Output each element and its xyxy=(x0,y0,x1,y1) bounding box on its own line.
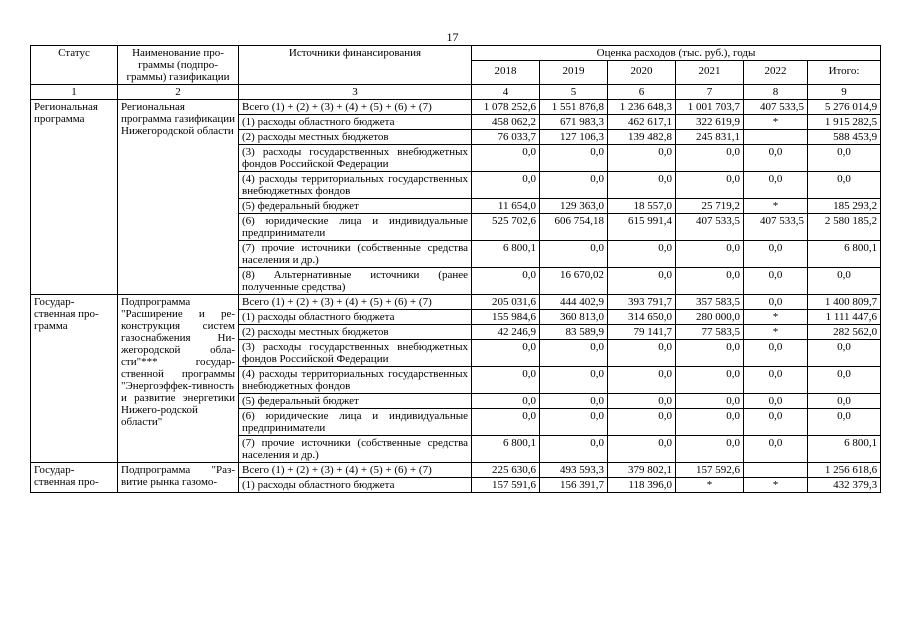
value-cell: 407 533,5 xyxy=(744,214,808,241)
value-cell: 0,0 xyxy=(608,409,676,436)
value-cell: 407 533,5 xyxy=(744,100,808,115)
header-total: Итого: xyxy=(808,61,881,85)
value-cell: 671 983,3 xyxy=(540,115,608,130)
value-cell: 0,0 xyxy=(676,145,744,172)
status-cell: Государ-ственная про-грамма xyxy=(31,295,118,463)
source-cell: (1) расходы областного бюджета xyxy=(239,115,472,130)
total-cell: 0,0 xyxy=(808,394,881,409)
column-index: 3 xyxy=(239,85,472,100)
source-cell: (7) прочие источники (собственные средства населения и др.) xyxy=(239,436,472,463)
value-cell: * xyxy=(744,310,808,325)
value-cell: 0,0 xyxy=(540,241,608,268)
header-year: 2019 xyxy=(540,61,608,85)
header-program-name: Наименование про-граммы (подпро-граммы) газификации xyxy=(118,46,239,85)
total-cell: 1 915 282,5 xyxy=(808,115,881,130)
total-cell: 0,0 xyxy=(808,268,881,295)
value-cell: 0,0 xyxy=(676,409,744,436)
value-cell: 0,0 xyxy=(608,367,676,394)
value-cell: 205 031,6 xyxy=(472,295,540,310)
value-cell: 0,0 xyxy=(744,295,808,310)
value-cell: 0,0 xyxy=(676,436,744,463)
value-cell: 0,0 xyxy=(472,268,540,295)
value-cell: 280 000,0 xyxy=(676,310,744,325)
value-cell: 0,0 xyxy=(744,145,808,172)
source-cell: (7) прочие источники (собственные средства населения и др.) xyxy=(239,241,472,268)
value-cell: 444 402,9 xyxy=(540,295,608,310)
value-cell: 0,0 xyxy=(608,268,676,295)
source-cell: (1) расходы областного бюджета xyxy=(239,478,472,493)
value-cell: 0,0 xyxy=(744,241,808,268)
value-cell: 0,0 xyxy=(608,241,676,268)
value-cell: 0,0 xyxy=(744,394,808,409)
value-cell: 314 650,0 xyxy=(608,310,676,325)
total-cell: 0,0 xyxy=(808,340,881,367)
value-cell: 11 654,0 xyxy=(472,199,540,214)
total-cell: 185 293,2 xyxy=(808,199,881,214)
value-cell: 157 591,6 xyxy=(472,478,540,493)
value-cell: 0,0 xyxy=(676,394,744,409)
header-sources: Источники финансирования xyxy=(239,46,472,85)
value-cell: 606 754,18 xyxy=(540,214,608,241)
value-cell: 1 236 648,3 xyxy=(608,100,676,115)
value-cell: 0,0 xyxy=(744,172,808,199)
value-cell: 0,0 xyxy=(744,436,808,463)
value-cell: 76 033,7 xyxy=(472,130,540,145)
column-index: 2 xyxy=(118,85,239,100)
program-name-cell: Подпрограмма "Расширение и ре-конструкция систем газоснабжения Ни-жегородской обла-сти"*** государ-ственной программы "Энергоэффек-тивность и развитие энергетики Нижего-родской области" xyxy=(118,295,239,463)
value-cell: 6 800,1 xyxy=(472,241,540,268)
source-cell: (1) расходы областного бюджета xyxy=(239,310,472,325)
value-cell: 322 619,9 xyxy=(676,115,744,130)
value-cell: 83 589,9 xyxy=(540,325,608,340)
value-cell: 0,0 xyxy=(744,340,808,367)
source-cell: (3) расходы государственных внебюджетных фондов Российской Федерации xyxy=(239,340,472,367)
value-cell: 360 813,0 xyxy=(540,310,608,325)
value-cell: 0,0 xyxy=(472,367,540,394)
header-year: 2018 xyxy=(472,61,540,85)
value-cell: 0,0 xyxy=(676,340,744,367)
value-cell: 0,0 xyxy=(608,340,676,367)
source-cell: (6) юридические лица и индивидуальные предприниматели xyxy=(239,214,472,241)
source-cell: Всего (1) + (2) + (3) + (4) + (5) + (6) + (7) xyxy=(239,463,472,478)
column-index: 4 xyxy=(472,85,540,100)
value-cell: 16 670,02 xyxy=(540,268,608,295)
value-cell: 0,0 xyxy=(608,436,676,463)
value-cell: 225 630,6 xyxy=(472,463,540,478)
header-year: 2021 xyxy=(676,61,744,85)
column-index: 7 xyxy=(676,85,744,100)
column-index: 5 xyxy=(540,85,608,100)
value-cell: 0,0 xyxy=(540,367,608,394)
value-cell: 155 984,6 xyxy=(472,310,540,325)
value-cell: 0,0 xyxy=(472,394,540,409)
table-body xyxy=(31,100,881,493)
value-cell: 0,0 xyxy=(608,145,676,172)
total-cell: 588 453,9 xyxy=(808,130,881,145)
value-cell: 0,0 xyxy=(540,340,608,367)
header-status: Статус xyxy=(31,46,118,85)
source-cell: (5) федеральный бюджет xyxy=(239,394,472,409)
value-cell: 127 106,3 xyxy=(540,130,608,145)
value-cell: 0,0 xyxy=(608,172,676,199)
value-cell: 462 617,1 xyxy=(608,115,676,130)
value-cell: 0,0 xyxy=(540,172,608,199)
table-row xyxy=(31,463,881,478)
source-cell: (4) расходы территориальных государственных внебюджетных фондов xyxy=(239,172,472,199)
value-cell: 0,0 xyxy=(608,394,676,409)
value-cell: 0,0 xyxy=(472,172,540,199)
value-cell: * xyxy=(676,478,744,493)
status-cell: Региональная программа xyxy=(31,100,118,295)
value-cell: 245 831,1 xyxy=(676,130,744,145)
value-cell: 525 702,6 xyxy=(472,214,540,241)
total-cell: 0,0 xyxy=(808,172,881,199)
total-cell: 2 580 185,2 xyxy=(808,214,881,241)
total-cell: 6 800,1 xyxy=(808,241,881,268)
program-name-cell: Региональная программа газификации Нижегородской области xyxy=(118,100,239,295)
value-cell: * xyxy=(744,115,808,130)
source-cell: (4) расходы территориальных государственных внебюджетных фондов xyxy=(239,367,472,394)
header-year: 2020 xyxy=(608,61,676,85)
total-cell: 6 800,1 xyxy=(808,436,881,463)
value-cell: 156 391,7 xyxy=(540,478,608,493)
value-cell: * xyxy=(744,478,808,493)
value-cell: 357 583,5 xyxy=(676,295,744,310)
column-index: 8 xyxy=(744,85,808,100)
value-cell: 118 396,0 xyxy=(608,478,676,493)
value-cell: 379 802,1 xyxy=(608,463,676,478)
header-year: 2022 xyxy=(744,61,808,85)
value-cell: 0,0 xyxy=(540,145,608,172)
source-cell: (8) Альтернативные источники (ранее полученные средства) xyxy=(239,268,472,295)
value-cell: 0,0 xyxy=(540,409,608,436)
value-cell: 0,0 xyxy=(676,172,744,199)
total-cell: 0,0 xyxy=(808,367,881,394)
value-cell: 6 800,1 xyxy=(472,436,540,463)
value-cell: 129 363,0 xyxy=(540,199,608,214)
value-cell: 615 991,4 xyxy=(608,214,676,241)
value-cell: 18 557,0 xyxy=(608,199,676,214)
source-cell: Всего (1) + (2) + (3) + (4) + (5) + (6) + (7) xyxy=(239,295,472,310)
column-index: 1 xyxy=(31,85,118,100)
source-cell: (2) расходы местных бюджетов xyxy=(239,130,472,145)
total-cell: 432 379,3 xyxy=(808,478,881,493)
total-cell: 1 256 618,6 xyxy=(808,463,881,478)
status-cell: Государ-ственная про- xyxy=(31,463,118,493)
value-cell: 0,0 xyxy=(676,268,744,295)
value-cell: 458 062,2 xyxy=(472,115,540,130)
total-cell: 1 400 809,7 xyxy=(808,295,881,310)
value-cell: 0,0 xyxy=(744,268,808,295)
value-cell: 0,0 xyxy=(676,241,744,268)
table-header xyxy=(31,46,881,100)
value-cell: 407 533,5 xyxy=(676,214,744,241)
column-index: 6 xyxy=(608,85,676,100)
source-cell: (2) расходы местных бюджетов xyxy=(239,325,472,340)
value-cell: 1 078 252,6 xyxy=(472,100,540,115)
value-cell: 0,0 xyxy=(744,409,808,436)
total-cell: 0,0 xyxy=(808,145,881,172)
value-cell: 393 791,7 xyxy=(608,295,676,310)
program-name-cell: Подпрограмма "Раз-витие рынка газомо- xyxy=(118,463,239,493)
value-cell: 1 001 703,7 xyxy=(676,100,744,115)
value-cell: 0,0 xyxy=(744,367,808,394)
value-cell: 0,0 xyxy=(472,340,540,367)
value-cell: 0,0 xyxy=(676,367,744,394)
value-cell: * xyxy=(744,199,808,214)
value-cell: 79 141,7 xyxy=(608,325,676,340)
table-row xyxy=(31,295,881,310)
value-cell: 0,0 xyxy=(540,436,608,463)
value-cell: 0,0 xyxy=(472,409,540,436)
value-cell: 42 246,9 xyxy=(472,325,540,340)
header-estimate: Оценка расходов (тыс. руб.), годы xyxy=(472,46,881,61)
source-cell: (5) федеральный бюджет xyxy=(239,199,472,214)
table-row xyxy=(31,100,881,115)
value-cell: * xyxy=(744,325,808,340)
value-cell: 493 593,3 xyxy=(540,463,608,478)
page-number: 17 xyxy=(446,30,459,44)
column-index-row xyxy=(31,85,881,100)
value-cell xyxy=(744,463,808,478)
total-cell: 1 111 447,6 xyxy=(808,310,881,325)
value-cell: 25 719,2 xyxy=(676,199,744,214)
total-cell: 282 562,0 xyxy=(808,325,881,340)
source-cell: (3) расходы государственных внебюджетных фондов Российской Федерации xyxy=(239,145,472,172)
value-cell: 0,0 xyxy=(472,145,540,172)
total-cell: 0,0 xyxy=(808,409,881,436)
column-index: 9 xyxy=(808,85,881,100)
value-cell: 1 551 876,8 xyxy=(540,100,608,115)
value-cell: 139 482,8 xyxy=(608,130,676,145)
budget-table xyxy=(30,45,881,493)
value-cell: 77 583,5 xyxy=(676,325,744,340)
value-cell: 0,0 xyxy=(540,394,608,409)
value-cell xyxy=(744,130,808,145)
source-cell: (6) юридические лица и индивидуальные предприниматели xyxy=(239,409,472,436)
source-cell: Всего (1) + (2) + (3) + (4) + (5) + (6) + (7) xyxy=(239,100,472,115)
total-cell: 5 276 014,9 xyxy=(808,100,881,115)
value-cell: 157 592,6 xyxy=(676,463,744,478)
